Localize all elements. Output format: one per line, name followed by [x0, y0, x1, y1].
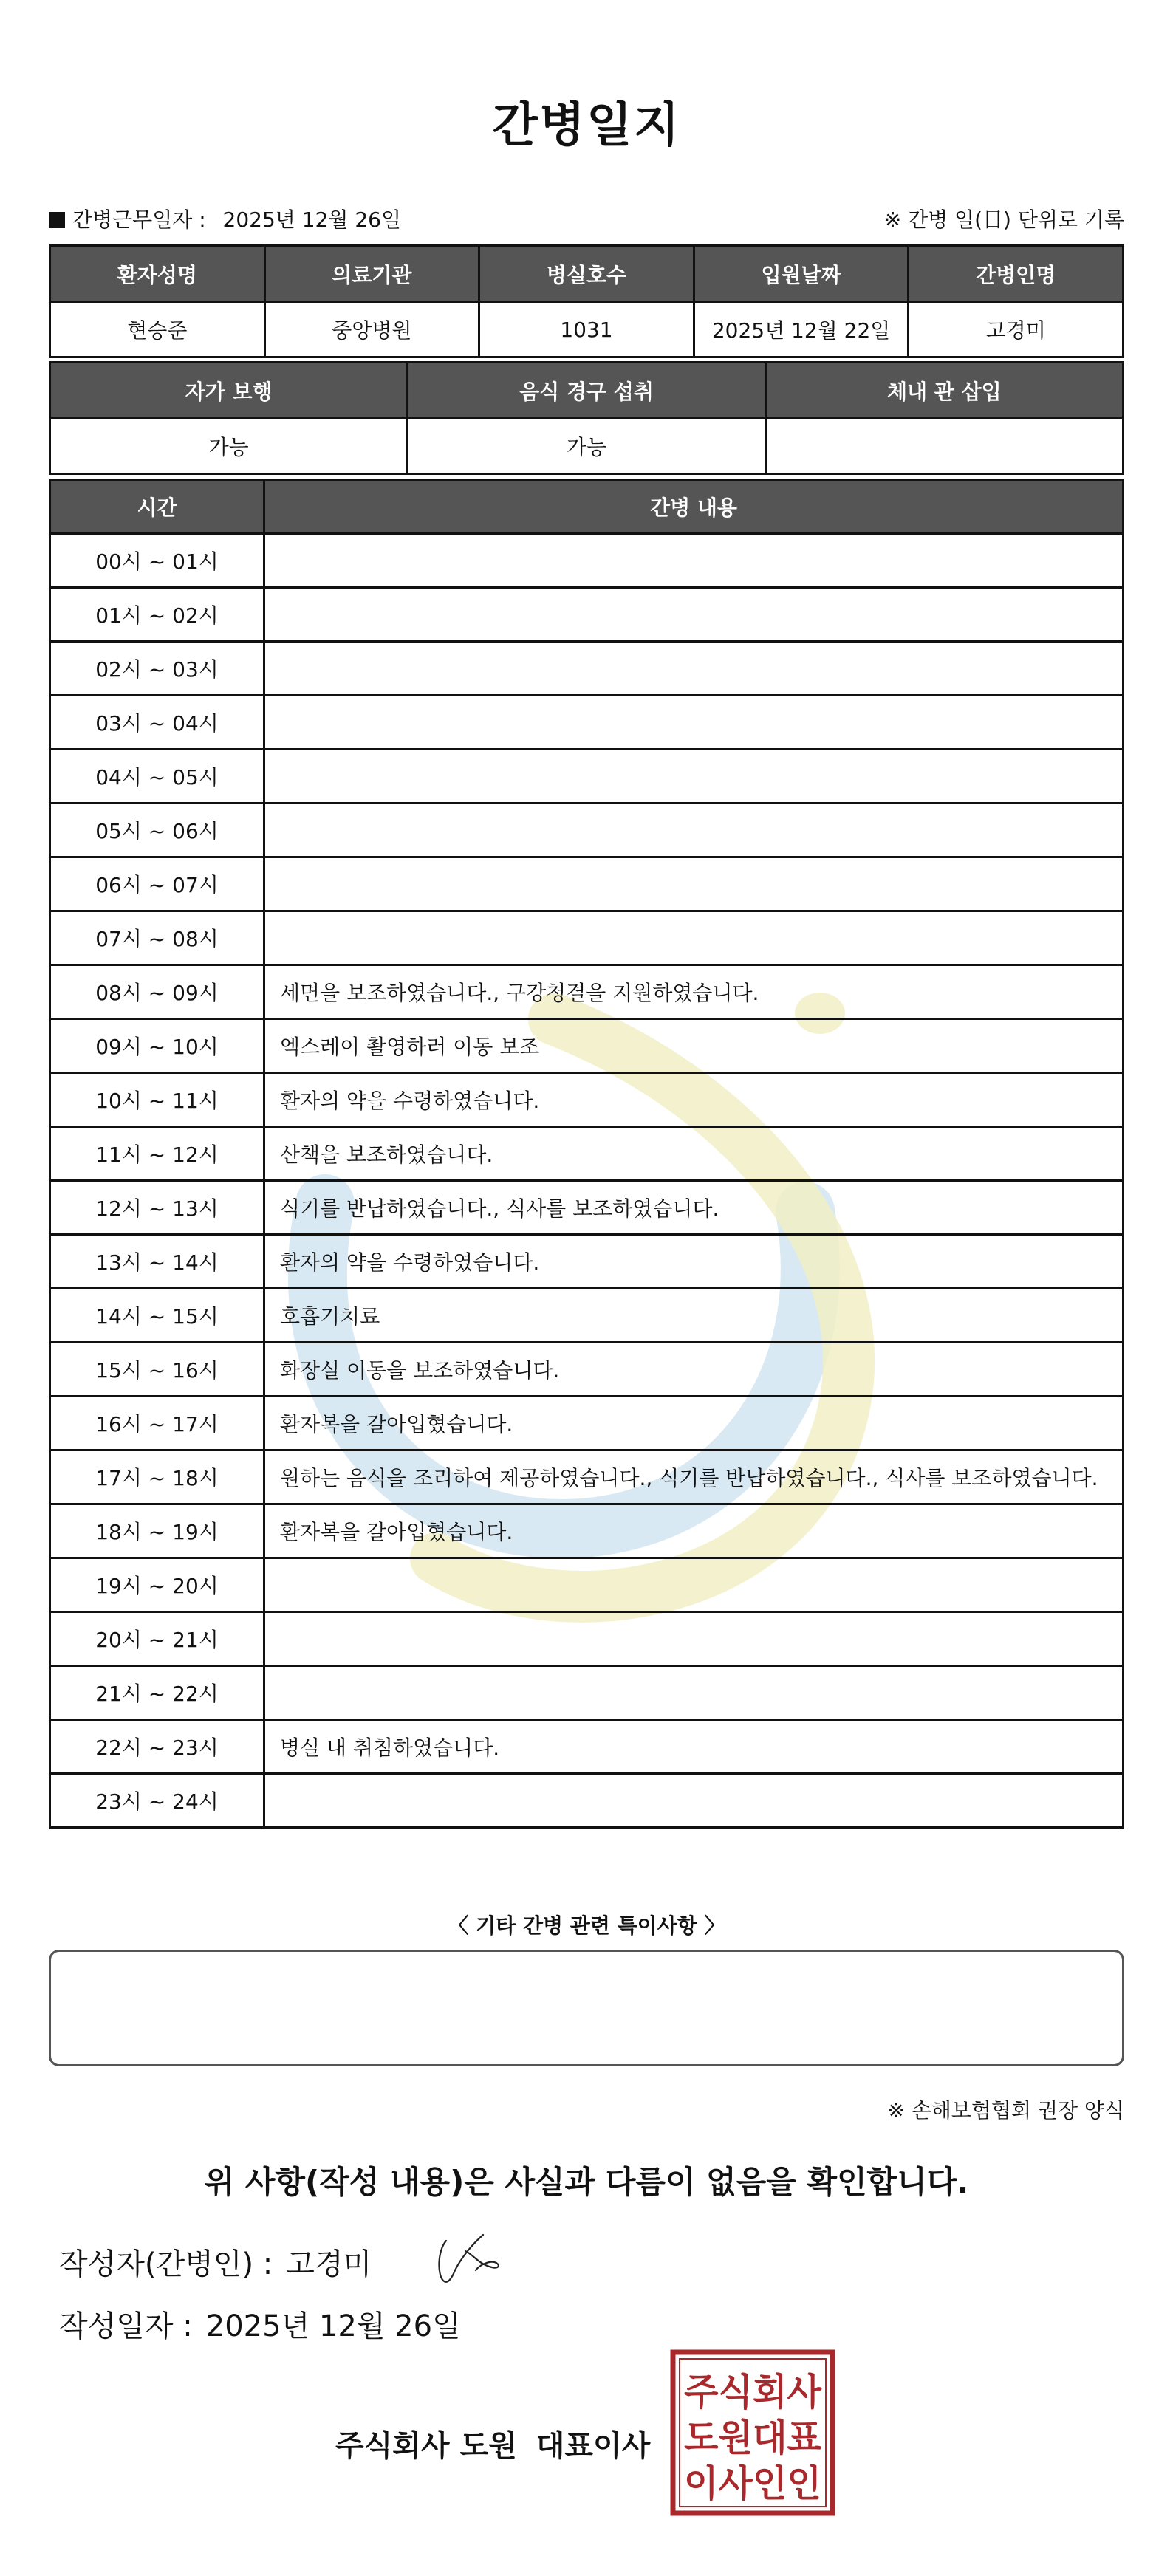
company-representative: 대표이사 — [536, 2429, 651, 2463]
notes-title: 〈 기타 간병 관련 특이사항 〉 — [448, 1914, 725, 1938]
header-care-content: 간병 내용 — [264, 480, 1124, 534]
log-row — [50, 1181, 1124, 1235]
writer-label: 작성자(간병인) : — [59, 2247, 273, 2281]
log-content: 세면을 보조하였습니다., 구강청결을 지원하였습니다. — [264, 965, 1124, 1019]
header-patient-name: 환자성명 — [50, 246, 265, 302]
company-line — [335, 2422, 650, 2464]
work-date-line — [49, 204, 401, 233]
log-time: 21시 ~ 22시 — [50, 1666, 264, 1720]
log-content: 환자의 약을 수령하였습니다. — [264, 1235, 1124, 1289]
recommendation-note: ※ 손해보험협회 권장 양식 — [887, 2098, 1124, 2123]
square-bullet-icon — [49, 212, 65, 228]
log-rows — [50, 534, 1124, 1828]
seal-line-3: 이사인인 — [684, 2462, 821, 2505]
header-self-walking: 자가 보행 — [50, 363, 408, 419]
log-content: 환자의 약을 수령하였습니다. — [264, 1073, 1124, 1127]
log-time: 03시 ~ 04시 — [50, 696, 264, 750]
notes-box — [49, 1950, 1124, 2066]
log-row — [50, 1127, 1124, 1181]
log-content — [264, 1666, 1124, 1720]
writer-name: 고경미 — [286, 2247, 372, 2281]
room-number-value: 1031 — [479, 302, 694, 357]
log-row — [50, 911, 1124, 965]
log-time: 05시 ~ 06시 — [50, 804, 264, 857]
log-time: 07시 ~ 08시 — [50, 911, 264, 965]
status-header-row — [50, 363, 1124, 419]
log-content: 화장실 이동을 보조하였습니다. — [264, 1343, 1124, 1397]
log-row — [50, 1774, 1124, 1828]
log-content: 식기를 반납하였습니다., 식사를 보조하였습니다. — [264, 1181, 1124, 1235]
log-row — [50, 965, 1124, 1019]
log-time: 09시 ~ 10시 — [50, 1019, 264, 1073]
company-name: 주식회사 도원 — [335, 2429, 517, 2463]
log-row — [50, 696, 1124, 750]
seal-line-2: 도원대표 — [684, 2416, 822, 2459]
written-date-label: 작성일자 : — [59, 2309, 193, 2343]
log-time: 20시 ~ 21시 — [50, 1612, 264, 1666]
patient-value-row — [50, 302, 1124, 357]
header-tube-insertion: 체내 관 삽입 — [765, 363, 1123, 419]
log-row — [50, 1720, 1124, 1774]
log-time: 01시 ~ 02시 — [50, 588, 264, 642]
log-time: 23시 ~ 24시 — [50, 1774, 264, 1828]
log-content — [264, 1558, 1124, 1612]
log-content: 산책을 보조하였습니다. — [264, 1127, 1124, 1181]
header-time: 시간 — [50, 480, 264, 534]
log-content — [264, 750, 1124, 804]
hospital-value: 중앙병원 — [264, 302, 479, 357]
log-content — [264, 1774, 1124, 1828]
log-row — [50, 857, 1124, 911]
log-row — [50, 1289, 1124, 1343]
seal-line-1: 주식회사 — [684, 2371, 822, 2414]
log-content — [264, 1612, 1124, 1666]
log-header-row — [50, 480, 1124, 534]
log-content — [264, 804, 1124, 857]
log-time: 13시 ~ 14시 — [50, 1235, 264, 1289]
log-time: 16시 ~ 17시 — [50, 1397, 264, 1450]
log-content: 환자복을 갈아입혔습니다. — [264, 1504, 1124, 1558]
log-time: 04시 ~ 05시 — [50, 750, 264, 804]
confirmation-statement: 위 사항(작성 내용)은 사실과 다름이 없음을 확인합니다. — [204, 2164, 969, 2200]
log-row — [50, 750, 1124, 804]
company-seal-icon — [669, 2349, 836, 2517]
patient-status-table — [49, 361, 1124, 475]
tube-insertion-value — [765, 419, 1123, 474]
log-content — [264, 696, 1124, 750]
header-hospital: 의료기관 — [264, 246, 479, 302]
log-row — [50, 1666, 1124, 1720]
log-time: 02시 ~ 03시 — [50, 642, 264, 696]
log-time: 17시 ~ 18시 — [50, 1450, 264, 1504]
log-time: 11시 ~ 12시 — [50, 1127, 264, 1181]
log-content: 호흡기치료 — [264, 1289, 1124, 1343]
admission-date-value: 2025년 12월 22일 — [694, 302, 909, 357]
log-time: 14시 ~ 15시 — [50, 1289, 264, 1343]
log-row — [50, 1235, 1124, 1289]
patient-name-value: 현승준 — [50, 302, 265, 357]
log-content: 환자복을 갈아입혔습니다. — [264, 1397, 1124, 1450]
log-content: 병실 내 취침하였습니다. — [264, 1720, 1124, 1774]
signature-icon — [433, 2229, 504, 2288]
log-row — [50, 588, 1124, 642]
caregiver-name-value: 고경미 — [909, 302, 1124, 357]
log-row — [50, 1504, 1124, 1558]
header-admission-date: 입원날짜 — [694, 246, 909, 302]
header-caregiver-name: 간병인명 — [909, 246, 1124, 302]
care-log-table — [49, 479, 1124, 1829]
log-time: 08시 ~ 09시 — [50, 965, 264, 1019]
self-walking-value: 가능 — [50, 419, 408, 474]
log-row — [50, 1073, 1124, 1127]
writer-line — [59, 2241, 372, 2283]
written-date-value: 2025년 12월 26일 — [205, 2309, 461, 2343]
log-row — [50, 1612, 1124, 1666]
log-content — [264, 911, 1124, 965]
log-row — [50, 1019, 1124, 1073]
log-content — [264, 588, 1124, 642]
log-time: 22시 ~ 23시 — [50, 1720, 264, 1774]
log-row — [50, 1450, 1124, 1504]
patient-header-row — [50, 246, 1124, 302]
log-content — [264, 642, 1124, 696]
log-time: 06시 ~ 07시 — [50, 857, 264, 911]
patient-info-table — [49, 244, 1124, 358]
written-date-line — [59, 2303, 461, 2345]
log-time: 19시 ~ 20시 — [50, 1558, 264, 1612]
status-value-row — [50, 419, 1124, 474]
log-time: 10시 ~ 11시 — [50, 1073, 264, 1127]
log-row — [50, 804, 1124, 857]
work-date-value: 2025년 12월 26일 — [222, 208, 401, 232]
page-title: 간병일지 — [492, 98, 681, 153]
log-row — [50, 1558, 1124, 1612]
log-time: 15시 ~ 16시 — [50, 1343, 264, 1397]
oral-intake-value: 가능 — [408, 419, 765, 474]
log-row — [50, 642, 1124, 696]
log-row — [50, 1397, 1124, 1450]
log-time: 18시 ~ 19시 — [50, 1504, 264, 1558]
log-content — [264, 534, 1124, 588]
header-room-number: 병실호수 — [479, 246, 694, 302]
header-oral-intake: 음식 경구 섭취 — [408, 363, 765, 419]
log-row — [50, 1343, 1124, 1397]
log-content: 원하는 음식을 조리하여 제공하였습니다., 식기를 반납하였습니다., 식사를 보조하였습니다. — [264, 1450, 1124, 1504]
log-time: 00시 ~ 01시 — [50, 534, 264, 588]
log-row — [50, 534, 1124, 588]
log-time: 12시 ~ 13시 — [50, 1181, 264, 1235]
work-date-label: 간병근무일자 : — [72, 208, 206, 232]
log-content: 엑스레이 촬영하러 이동 보조 — [264, 1019, 1124, 1073]
log-content — [264, 857, 1124, 911]
unit-note: ※ 간병 일(日) 단위로 기록 — [883, 208, 1124, 232]
